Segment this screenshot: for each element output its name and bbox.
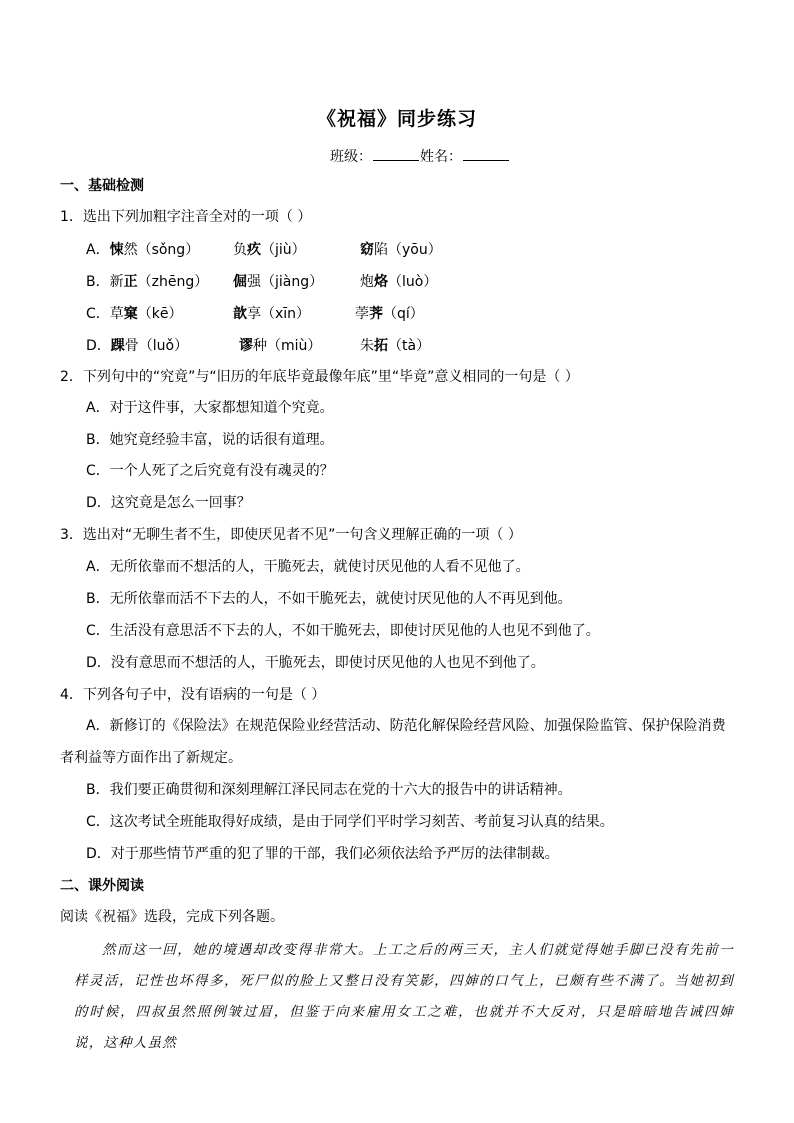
reading-passage: 然而这一回，她的境遇却改变得非常大。上工之后的两三天，主人们就觉得她手脚已没有先前一样灵活，记性也坏得多，死尸似的脸上又整日没有笑影，四婶的口气上，已颇有些不满了。当她初到的时候，四叔虽然照例皱过眉，但鉴于向来雇用女工之难，也就并不大反对，只是暗暗地告诫四婶说，这种人虽然 <box>74 942 734 1051</box>
question-4-stem: 4．下列各句子中，没有语病的一句是（ ） <box>60 687 326 703</box>
q3-option-b: B．无所依靠而活不下去的人，不如干脆死去，就使讨厌见他的人不再见到他。 <box>86 591 572 607</box>
class-name-line <box>330 146 510 166</box>
q4-option-b: B．我们要正确贯彻和深刻理解江泽民同志在党的十六大的报告中的讲话精神。 <box>86 782 572 798</box>
q1-option-d-2: 谬种（miù） <box>239 338 322 354</box>
q4-option-c: C．这次考试全班能取得好成绩，是由于同学们平时学习刻苦、考前复习认真的结果。 <box>86 814 614 830</box>
q3-option-a: A．无所依靠而不想活的人，干脆死去，就使讨厌见他的人看不见他了。 <box>86 559 530 575</box>
reading-intro: 阅读《祝福》选段，完成下列各题。 <box>60 909 284 925</box>
q1-option-a-3: 窈陷（yōu） <box>360 242 442 258</box>
q2-option-d: D．这究竟是怎么一回事？ <box>86 495 251 511</box>
section-heading-2: 二、课外阅读 <box>60 878 144 894</box>
question-1-stem: 1．选出下列加粗字注音全对的一项（ ） <box>60 209 312 225</box>
q1-option-c-3: 荸荠（qí） <box>355 306 424 322</box>
q2-option-a: A．对于这件事，大家都想知道个究竟。 <box>86 400 334 416</box>
q1-option-c-2: 歆享（xīn） <box>233 306 311 322</box>
q1-option-a-2: 负疚（jiù） <box>233 242 306 258</box>
question-2-stem: 2．下列句中的“究竟”与“旧历的年底毕竟最像年底”里“毕竟”意义相同的一句是（ ） <box>60 369 579 385</box>
q1-option-b-1: B．新正（zhēng） <box>86 274 209 290</box>
q1-option-a-1: A．悚然（sǒng） <box>86 242 200 258</box>
page-title: 《祝福》同步练习 <box>316 108 477 130</box>
name-blank[interactable] <box>463 148 509 161</box>
q4-option-d: D．对于那些情节严重的犯了罪的干部，我们必须依法给予严厉的法律制裁。 <box>86 846 559 862</box>
q1-option-c-1: C．草窠（kē） <box>86 306 183 322</box>
q4-option-a: A．新修订的《保险法》在规范保险业经营活动、防范化解保险经营风险、加强保险监管、保护保险消费 <box>86 718 726 734</box>
q2-option-b: B．她究竟经验丰富，说的话很有道理。 <box>86 432 334 448</box>
q1-option-b-2: 倔强（jiàng） <box>233 274 324 290</box>
q1-option-d-3: 朱拓（tà） <box>360 338 431 354</box>
q1-option-b-3: 炮烙（luò） <box>360 274 438 290</box>
class-blank[interactable] <box>373 148 419 161</box>
section-heading-1: 一、基础检测 <box>60 178 144 194</box>
q2-option-c: C．一个人死了之后究竟有没有魂灵的？ <box>86 463 334 479</box>
name-label: 姓名： <box>420 149 462 165</box>
question-3-stem: 3．选出对“无聊生者不生，即使厌见者不见”一句含义理解正确的一项（ ） <box>60 527 522 543</box>
q4-option-a-cont: 者利益等方面作出了新规定。 <box>60 750 242 766</box>
q3-option-d: D．没有意思而不想活的人，干脆死去，即使讨厌见他的人也见不到他了。 <box>86 655 545 671</box>
q3-option-c: C．生活没有意思活不下去的人，不如干脆死去，即使讨厌见他的人也见不到他了。 <box>86 623 600 639</box>
q1-option-d-1: D．踝骨（luǒ） <box>86 338 189 354</box>
class-label: 班级： <box>330 149 372 165</box>
